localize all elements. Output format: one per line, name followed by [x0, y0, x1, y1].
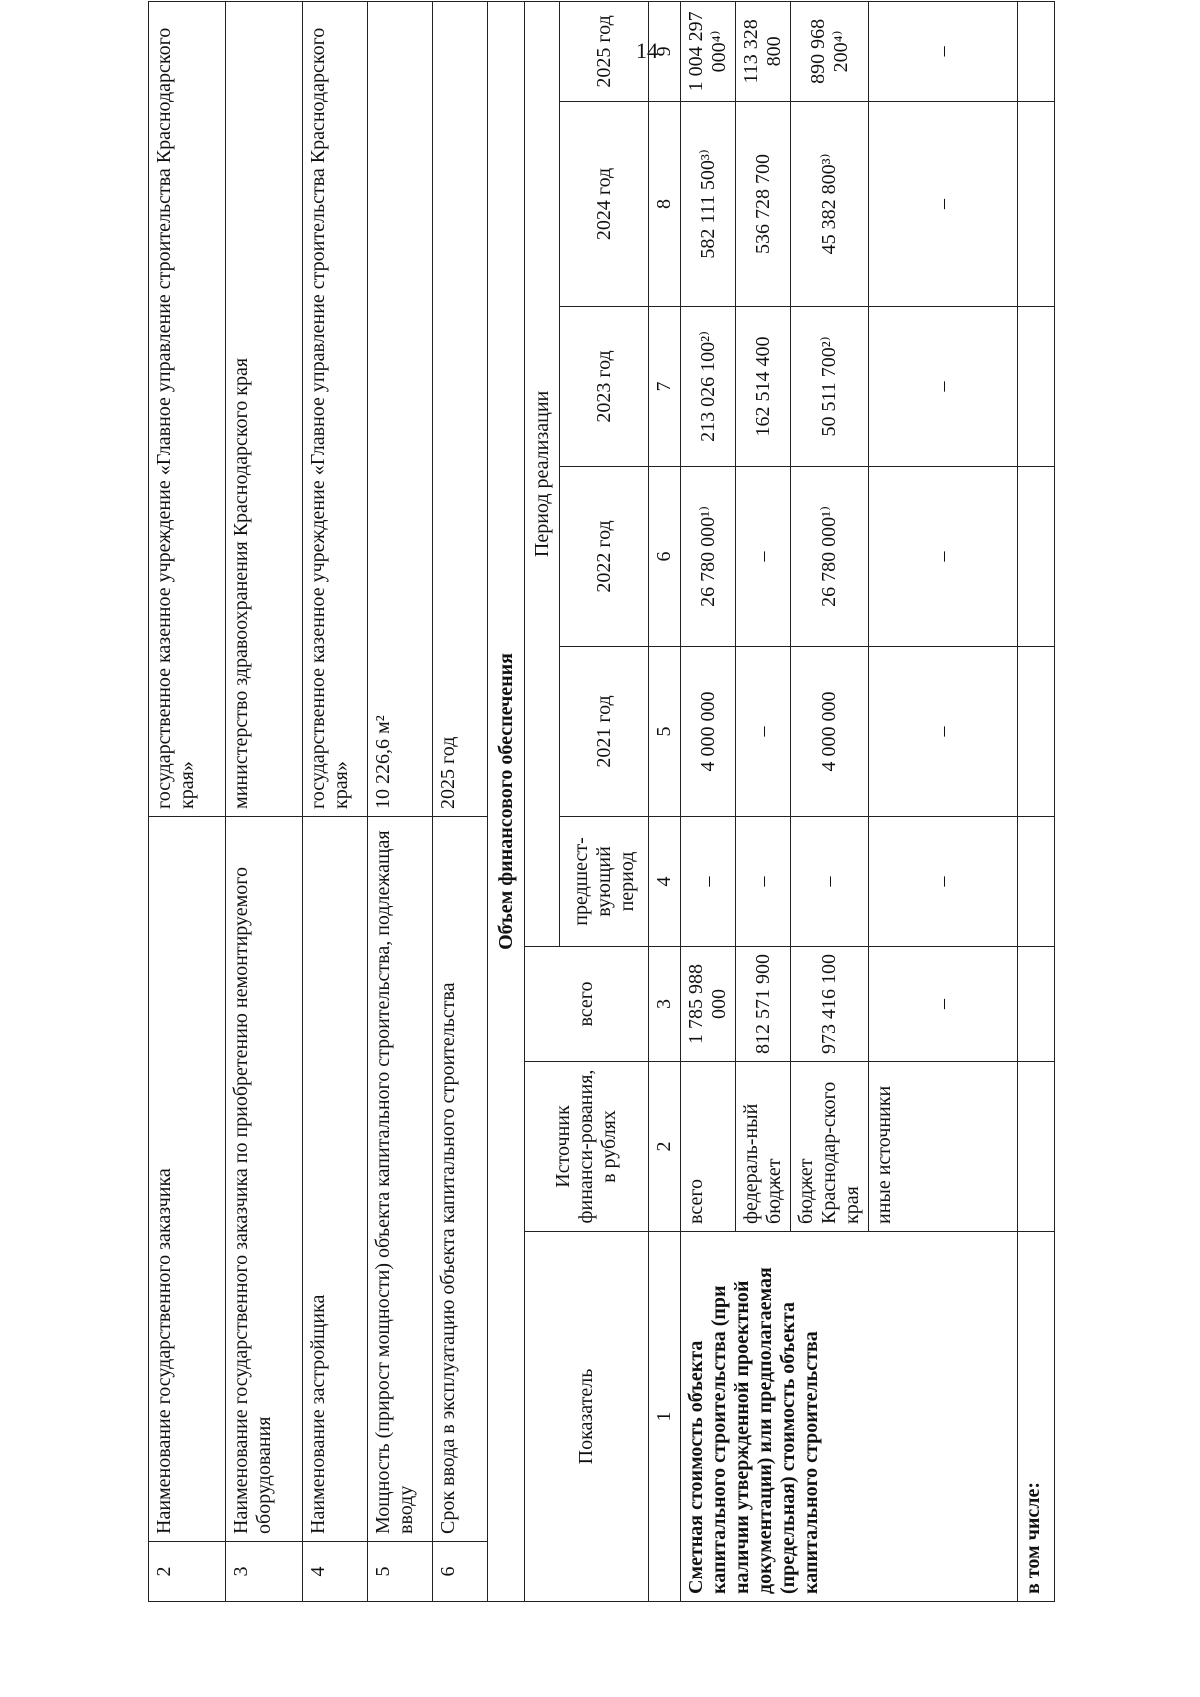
- info-row: [303, 1, 368, 1601]
- source-cell: иные источники: [869, 1062, 1018, 1232]
- header-2021: 2021 год: [560, 646, 649, 816]
- in-that-number-label: в том числе:: [1018, 1232, 1055, 1602]
- row-label: Наименование застройщика: [303, 816, 368, 1541]
- header-2024: 2024 год: [560, 101, 649, 306]
- column-numbers-row: [649, 1, 681, 1601]
- row-number: 4: [303, 1542, 368, 1602]
- row-label: Наименование государственного заказчика по приобретению немонтируемого оборудования: [226, 816, 303, 1541]
- total-cell: –: [869, 947, 1018, 1062]
- y2024-cell: 582 111 500³⁾: [681, 101, 736, 306]
- col-number: 5: [649, 646, 681, 816]
- blank-cell: [1018, 816, 1055, 946]
- blank-cell: [1018, 646, 1055, 816]
- total-cell: 1 785 988 000: [681, 947, 736, 1062]
- header-2023: 2023 год: [560, 306, 649, 466]
- header-2022: 2022 год: [560, 466, 649, 646]
- y2021-cell: 4 000 000: [791, 646, 869, 816]
- y2024-cell: 536 728 700: [736, 101, 791, 306]
- blank-cell: [1018, 947, 1055, 1062]
- finance-row-total: [681, 1, 736, 1601]
- y2023-cell: 213 026 100²⁾: [681, 306, 736, 466]
- col-number: 6: [649, 466, 681, 646]
- row-value: государственное казенное учреждение «Главное управление строительства Краснодарского края»: [149, 1, 226, 816]
- passport-table: [148, 1, 1055, 1602]
- page-number: 14: [636, 38, 658, 63]
- source-cell: бюджет Краснодар-ского края: [791, 1062, 869, 1232]
- col-number: 8: [649, 101, 681, 306]
- blank-cell: [1018, 1, 1055, 101]
- total-cell: 973 416 100: [791, 947, 869, 1062]
- header-period: Период реализации: [525, 1, 560, 946]
- row-number: 5: [368, 1542, 433, 1602]
- header-total: всего: [525, 947, 649, 1062]
- info-row: [149, 1, 226, 1601]
- y2025-cell: –: [869, 1, 1018, 101]
- blank-cell: [1018, 101, 1055, 306]
- y2025-cell: 890 968 200⁴⁾: [791, 1, 869, 101]
- blank-cell: [1018, 466, 1055, 646]
- y2023-cell: –: [869, 306, 1018, 466]
- source-cell: всего: [681, 1062, 736, 1232]
- rotated-table-area: [148, 2, 1128, 1602]
- col-number: 7: [649, 306, 681, 466]
- finance-title-row: [488, 1, 525, 1601]
- col-number: 9: [649, 1, 681, 101]
- previous-cell: –: [791, 816, 869, 946]
- row-value: 10 226,6 м²: [368, 1, 433, 816]
- source-cell: федераль-ный бюджет: [736, 1062, 791, 1232]
- blank-cell: [1018, 306, 1055, 466]
- row-value: государственное казенное учреждение «Главное управление строительства Краснодарского края»: [303, 1, 368, 816]
- row-value: министерство здравоохранения Краснодарского края: [226, 1, 303, 816]
- row-label: Наименование государственного заказчика: [149, 816, 226, 1541]
- y2022-cell: –: [736, 466, 791, 646]
- row-label: Мощность (прирост мощности) объекта капитального строительства, подлежащая вводу: [368, 816, 433, 1541]
- col-number: 1: [649, 1232, 681, 1602]
- y2021-cell: –: [736, 646, 791, 816]
- in-that-number-row: [1018, 1, 1055, 1601]
- header-previous: предшест-вующий период: [560, 816, 649, 946]
- y2021-cell: –: [869, 646, 1018, 816]
- y2022-cell: 26 780 000¹⁾: [791, 466, 869, 646]
- y2023-cell: 162 514 400: [736, 306, 791, 466]
- y2022-cell: –: [869, 466, 1018, 646]
- info-row: [368, 1, 433, 1601]
- y2023-cell: 50 511 700²⁾: [791, 306, 869, 466]
- y2024-cell: –: [869, 101, 1018, 306]
- row-value: 2025 год: [433, 1, 488, 816]
- row-number: 3: [226, 1542, 303, 1602]
- finance-title: Объем финансового обеспечения: [494, 652, 517, 950]
- y2025-cell: 1 004 297 000⁴⁾: [681, 1, 736, 101]
- previous-cell: –: [869, 816, 1018, 946]
- col-number: 2: [649, 1062, 681, 1232]
- row-number: 6: [433, 1542, 488, 1602]
- previous-cell: –: [736, 816, 791, 946]
- row-label: Срок ввода в эксплуатацию объекта капитального строительства: [433, 816, 488, 1541]
- col-number: 3: [649, 947, 681, 1062]
- y2025-cell: 113 328 800: [736, 1, 791, 101]
- y2021-cell: 4 000 000: [681, 646, 736, 816]
- blank-cell: [1018, 1062, 1055, 1232]
- header-indicator: Показатель: [525, 1232, 649, 1602]
- info-row: [433, 1, 488, 1601]
- previous-cell: –: [681, 816, 736, 946]
- header-source: Источник финанси-рования, в рублях: [525, 1062, 649, 1232]
- finance-header-row: [525, 1, 560, 1601]
- indicator-cell: Сметная стоимость объекта капитального строительства (при наличии утвержденной проектной документации) или предполагаемая (предельная) стоимость объекта капитального строительства: [681, 1232, 1018, 1602]
- col-number: 4: [649, 816, 681, 946]
- header-2025: 2025 год: [560, 1, 649, 101]
- y2024-cell: 45 382 800³⁾: [791, 101, 869, 306]
- total-cell: 812 571 900: [736, 947, 791, 1062]
- row-number: 2: [149, 1542, 226, 1602]
- y2022-cell: 26 780 000¹⁾: [681, 466, 736, 646]
- info-row: [226, 1, 303, 1601]
